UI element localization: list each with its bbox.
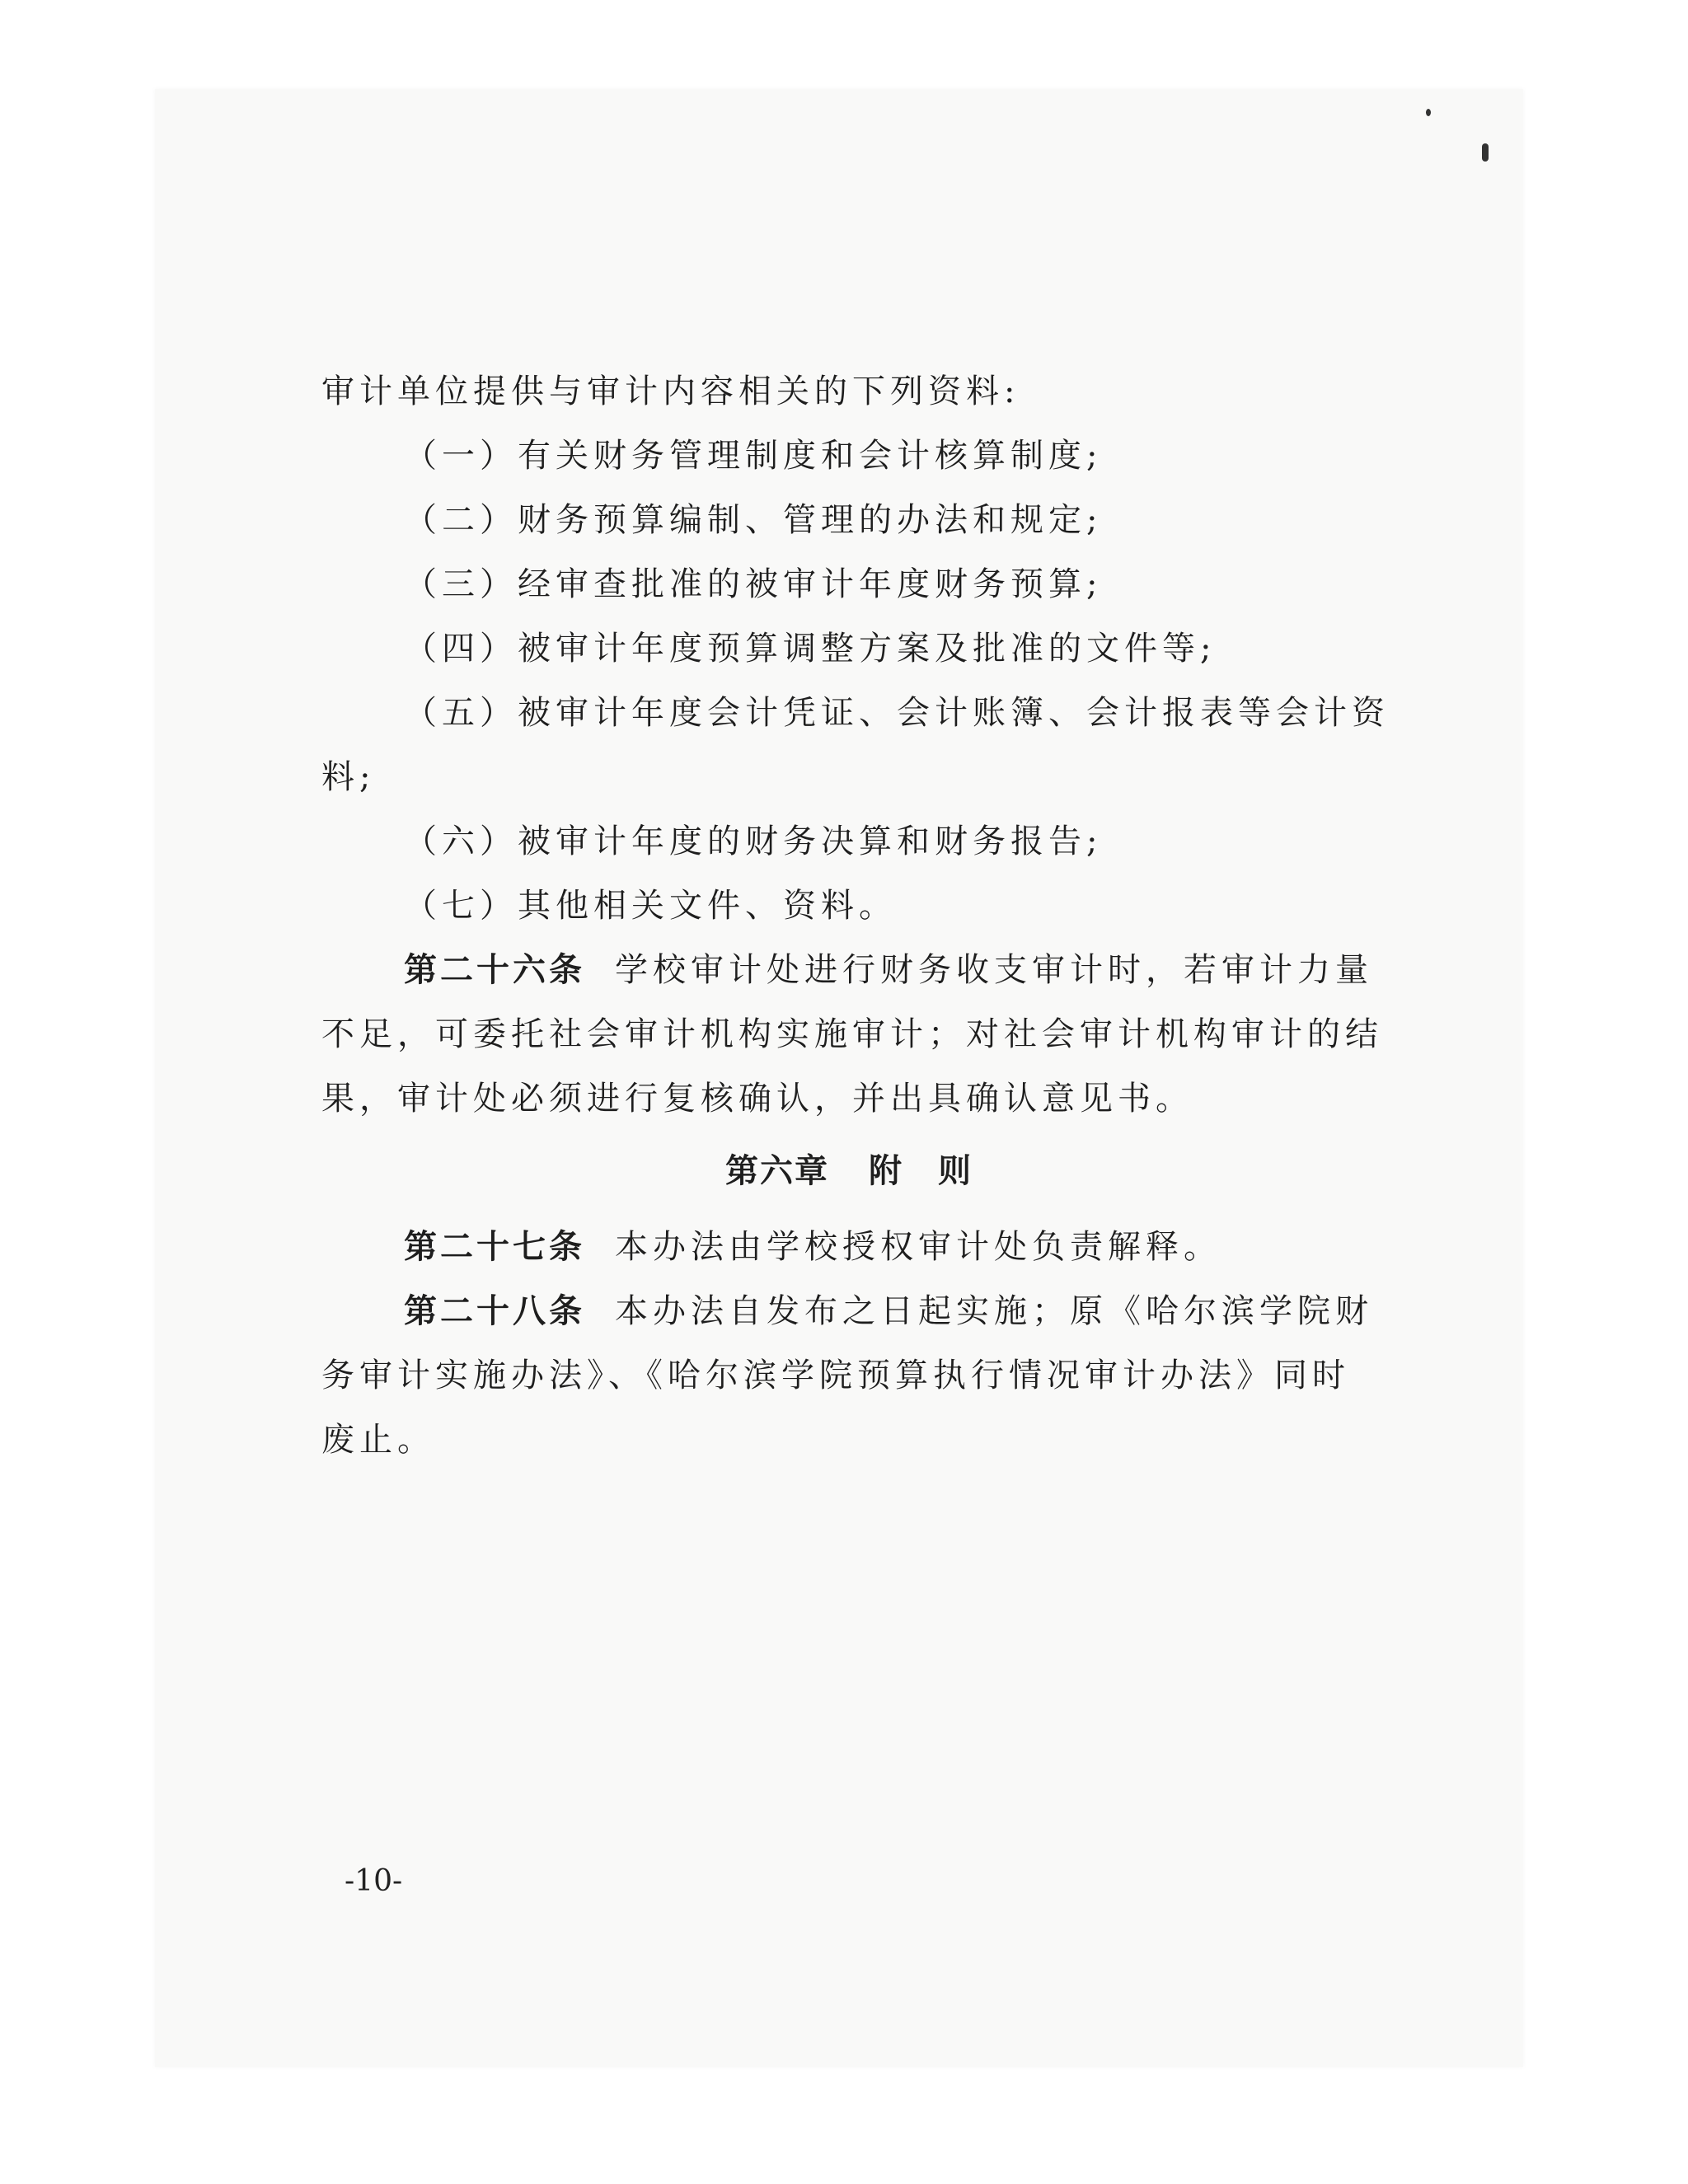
list-text: 其他相关文件、资料。: [518, 887, 897, 925]
article-label: 第二十八条: [404, 1292, 585, 1330]
article-text: 学校审计处进行财务收支审计时，若审计力量: [615, 951, 1373, 989]
scan-speck: [1482, 143, 1489, 162]
chapter-heading: [321, 1139, 1376, 1203]
article-label: 第二十七条: [404, 1228, 585, 1266]
chapter-title: 附 则: [869, 1152, 973, 1190]
list-item: [321, 424, 1376, 488]
page-number: -10-: [345, 1864, 403, 1898]
article-28: [321, 1279, 1376, 1343]
list-item: [321, 616, 1376, 681]
list-item: [321, 681, 1390, 745]
article-26-line: 不足，可委托社会审计机构实施审计；对社会审计机构审计的结: [321, 1015, 1383, 1053]
article-26-line: 果，审计处必须进行复核确认，并出具确认意见书。: [321, 1080, 1193, 1118]
list-item: [321, 874, 1376, 938]
list-item: [321, 488, 1376, 552]
list-marker: （二）: [404, 501, 518, 539]
article-27: [321, 1215, 1376, 1279]
intro-line: 审计单位提供与审计内容相关的下列资料:: [321, 373, 1020, 410]
document-body: [321, 359, 1390, 1472]
list-marker: （四）: [404, 630, 518, 668]
list-marker: （六）: [404, 823, 518, 860]
article-28-line: 务审计实施办法》、《哈尔滨学院预算执行情况审计办法》同时: [321, 1357, 1350, 1394]
list-marker: （七）: [404, 887, 518, 925]
list-text: 被审计年度的财务决算和财务报告;: [518, 823, 1103, 860]
list-text: 经审查批准的被审计年度财务预算;: [518, 565, 1103, 603]
list-text: 被审计年度会计凭证、会计账簿、会计报表等会计资: [518, 694, 1390, 732]
list-marker: （三）: [404, 565, 518, 603]
article-text: 本办法自发布之日起实施；原《哈尔滨学院财: [615, 1292, 1373, 1330]
article-label: 第二十六条: [404, 951, 585, 989]
scan-speck: [1426, 109, 1431, 116]
article-28-line: 废止。: [321, 1421, 435, 1459]
list-item-continuation: 料;: [321, 758, 376, 796]
list-text: 被审计年度预算调整方案及批准的文件等;: [518, 630, 1217, 668]
list-item: [321, 809, 1376, 874]
chapter-number: 第六章: [725, 1152, 829, 1190]
list-marker: （五）: [404, 694, 518, 732]
article-26: [321, 938, 1376, 1002]
list-text: 有关财务管理制度和会计核算制度;: [518, 437, 1103, 475]
article-text: 本办法由学校授权审计处负责解释。: [615, 1228, 1221, 1266]
list-item: [321, 552, 1376, 616]
list-marker: （一）: [404, 437, 518, 475]
list-text: 财务预算编制、管理的办法和规定;: [518, 501, 1103, 539]
